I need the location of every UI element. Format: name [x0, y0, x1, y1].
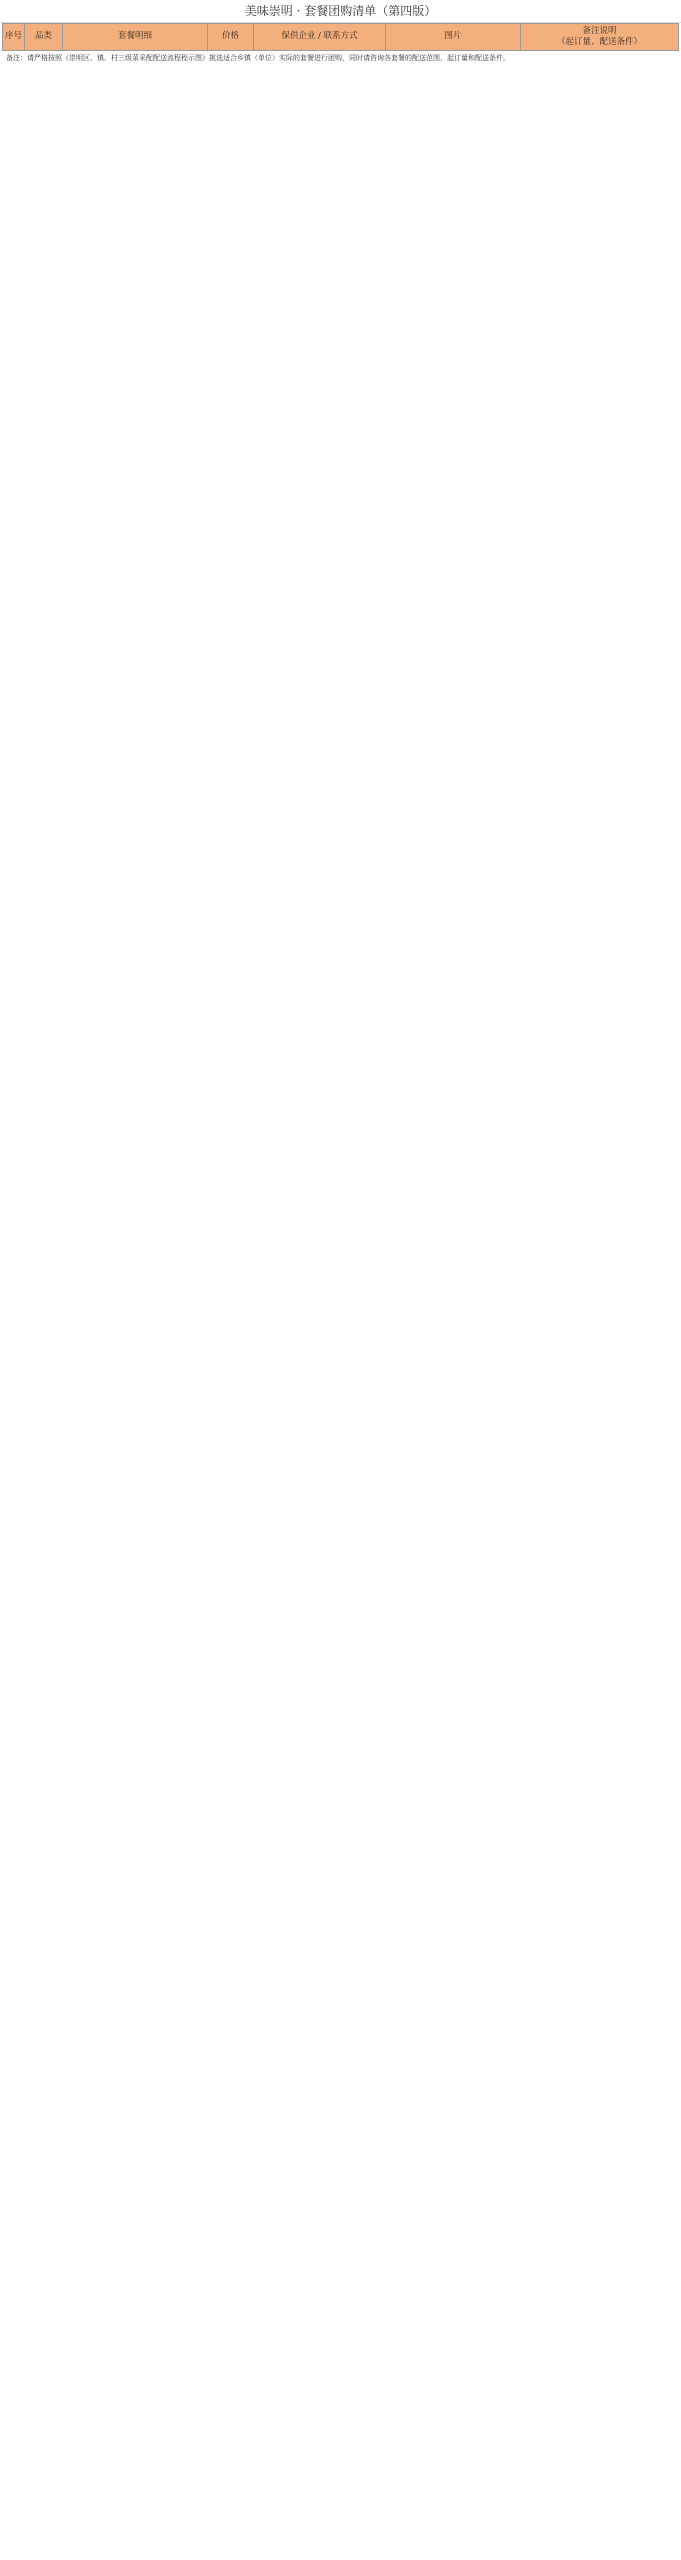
header-price: 价格: [208, 24, 254, 51]
header-no: 序号: [3, 24, 25, 51]
header-supplier: 保供企业 / 联系方式: [254, 24, 386, 51]
footer-note: 备注：请严格按照《崇明区、镇、村三级菜采配配送流程程示图》挑选适合乡镇（单位）实际的套餐进行团购，同时请咨询各套餐的配送范围，起订量和配送条件。: [6, 54, 510, 62]
header-category: 品类: [25, 24, 63, 51]
header-photo: 图片: [386, 24, 521, 51]
header-items: 套餐明细: [63, 24, 208, 51]
header-row: [3, 24, 679, 51]
page-title: 美味崇明 · 套餐团购清单（第四版）: [0, 0, 681, 23]
package-table: [2, 23, 679, 51]
header-remark: 备注说明 （起订量、配送条件）: [521, 24, 679, 51]
